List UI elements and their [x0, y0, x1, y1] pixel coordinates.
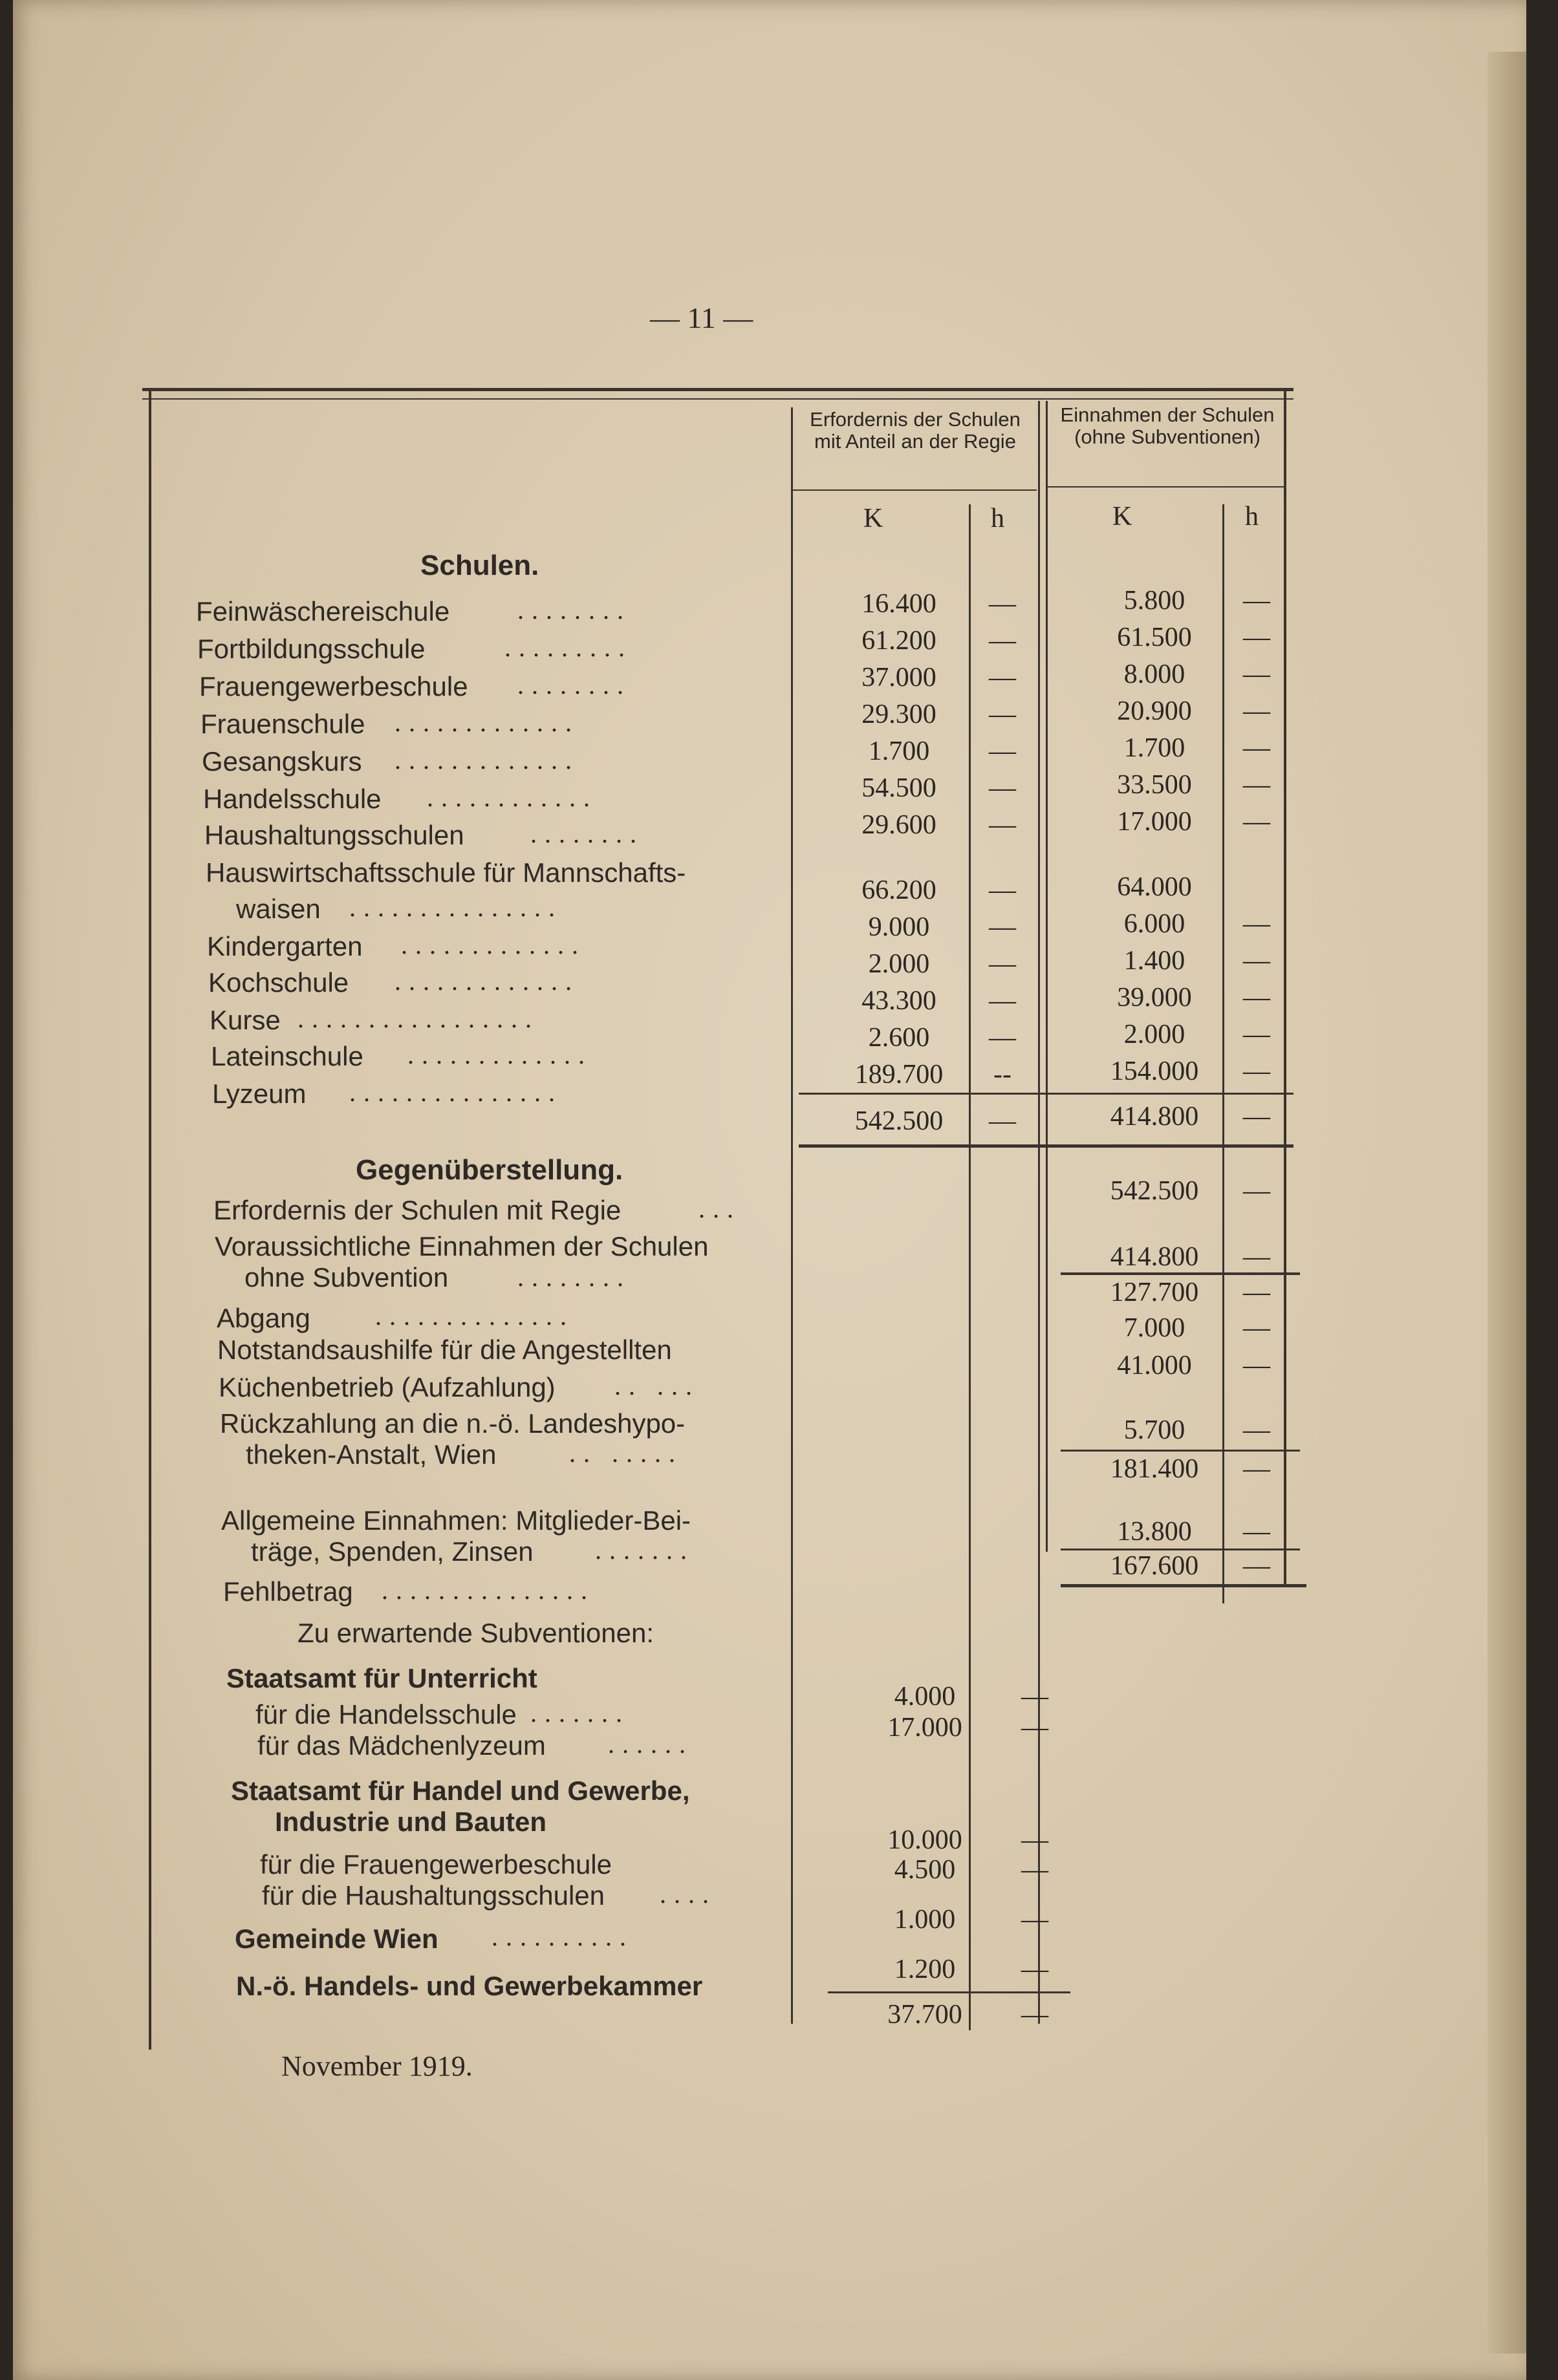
header-underline-1 — [791, 489, 1037, 491]
erford-k: 43.300 — [861, 986, 936, 1016]
gegen-rule-1 — [1061, 1272, 1300, 1275]
dot-leader: .............. — [375, 1302, 574, 1331]
gegen-val-rueck: 5.700 — [1123, 1415, 1185, 1445]
einn-k: 8.000 — [1123, 659, 1185, 689]
dot-leader: ............... — [382, 1576, 595, 1605]
dot-leader: ............. — [395, 967, 579, 996]
einn-h: — — [1243, 909, 1270, 939]
subv-val-kammer: 1.200 — [894, 1955, 956, 1984]
erford-h: — — [989, 589, 1016, 619]
gegen-notstand: Notstandsaushilfe für die Angestellten — [217, 1335, 672, 1365]
erford-h: — — [989, 986, 1016, 1016]
subv-title: Zu erwartende Subventionen: — [298, 1618, 655, 1648]
erford-k: 9.000 — [868, 912, 930, 942]
erford-k: 29.300 — [861, 700, 936, 729]
subv-dash: — — [1021, 1682, 1048, 1711]
einn-k: 39.000 — [1117, 983, 1192, 1013]
erford-h: — — [989, 949, 1016, 979]
erford-h: — — [989, 1023, 1016, 1053]
dot-leader: ....... — [530, 1699, 630, 1728]
einn-k: 61.500 — [1117, 623, 1192, 652]
dot-leader: ......... — [504, 633, 633, 662]
school-name: Haushaltungsschulen — [204, 820, 464, 850]
total-einn-h: — — [1243, 1102, 1270, 1131]
einn-h: — — [1243, 1020, 1270, 1049]
gegen-val-einn: 414.800 — [1110, 1242, 1199, 1272]
table-top-rule — [142, 388, 1293, 391]
subv-dash: — — [1021, 1713, 1048, 1742]
school-name: Frauengewerbeschule — [199, 671, 468, 702]
gegen-val-fehl: 167.600 — [1110, 1551, 1199, 1581]
gegen-erfordernis: Erfordernis der Schulen mit Regie — [213, 1195, 622, 1225]
school-name: Kochschule — [208, 967, 349, 998]
subv-staat-unterricht: Staatsamt für Unterricht — [226, 1663, 537, 1693]
header-underline-2 — [1046, 486, 1285, 488]
dot-leader: ............ — [427, 783, 598, 812]
dot-leader: .... — [660, 1880, 717, 1909]
gegen-val-kuechen: 41.000 — [1117, 1351, 1192, 1380]
erford-k: 29.600 — [861, 810, 936, 840]
total-erford-k: 542.500 — [854, 1106, 944, 1136]
subv-dash: — — [1021, 1855, 1048, 1885]
erford-k: 2.000 — [868, 949, 930, 979]
einn-h: — — [1243, 623, 1270, 652]
gegen-dash: — — [1243, 1176, 1270, 1206]
dot-leader: ... — [698, 1194, 741, 1223]
gegen-dash: — — [1243, 1313, 1270, 1343]
gegen-kuechen: Küchenbetrieb (Aufzahlung) — [219, 1372, 556, 1402]
erford-k: 61.200 — [861, 626, 936, 656]
table-top-rule-thin — [142, 398, 1293, 400]
section-title-schulen: Schulen. — [420, 550, 539, 581]
gegen-allg: Allgemeine Einnahmen: Mitglieder-Bei- — [221, 1505, 691, 1536]
subv-maedchen: für das Mädchenlyzeum — [257, 1730, 546, 1761]
document-page — [13, 0, 1526, 2380]
gegen-abgang: Abgang — [217, 1303, 310, 1333]
einn-k: 2.000 — [1123, 1020, 1185, 1049]
subv-gemeinde: Gemeinde Wien — [235, 1924, 438, 1954]
dot-leader: ............. — [401, 930, 586, 960]
footer-date: November 1919. — [281, 2050, 473, 2082]
subv-dash: — — [1021, 1825, 1048, 1855]
col1-h-rule — [969, 504, 971, 2030]
gegen-rueck: Rückzahlung an die n.-ö. Landeshypo- — [220, 1408, 686, 1439]
dot-leader: ................. — [298, 1004, 539, 1033]
gegen-dash: — — [1243, 1351, 1270, 1380]
gegen-rueck-cont: theken-Anstalt, Wien — [246, 1439, 497, 1470]
einn-k: 1.700 — [1123, 733, 1185, 763]
schulen-total-bottom — [799, 1144, 1293, 1148]
dot-leader: ............. — [407, 1040, 592, 1069]
erford-h: — — [989, 736, 1016, 766]
table-right-border — [1284, 391, 1286, 1587]
einn-h: — — [1243, 586, 1270, 616]
subv-val-total: 37.700 — [887, 2000, 962, 2030]
dot-leader: ........ — [517, 595, 631, 625]
dot-leader: ............... — [349, 893, 563, 922]
school-name: Kurse — [210, 1005, 281, 1035]
gegen-val-notstand: 7.000 — [1123, 1313, 1185, 1343]
einn-h: — — [1243, 946, 1270, 976]
einn-h: — — [1243, 1056, 1270, 1086]
school-name: Kindergarten — [207, 931, 363, 961]
school-name: Fortbildungsschule — [197, 634, 426, 664]
erford-k: 2.600 — [868, 1023, 930, 1053]
erford-h: — — [989, 773, 1016, 803]
einn-k: 64.000 — [1117, 872, 1192, 902]
gegen-val-allg: 13.800 — [1117, 1517, 1192, 1547]
einn-k: 1.400 — [1123, 946, 1185, 976]
einn-k: 154.000 — [1110, 1056, 1199, 1086]
col2-left-rule-b — [1046, 401, 1048, 1552]
gegen-val-abgang: 127.700 — [1110, 1278, 1199, 1307]
subv-val-haushalt: 4.500 — [894, 1855, 956, 1885]
dot-leader: .. ..... — [569, 1439, 683, 1468]
dot-leader: ........ — [517, 670, 631, 700]
einn-k: 20.900 — [1117, 696, 1192, 726]
col1-k-label: K — [863, 504, 883, 533]
erford-k: 37.000 — [861, 663, 936, 692]
erford-h: — — [989, 912, 1016, 942]
einn-k: 33.500 — [1117, 770, 1192, 800]
table-left-border — [149, 391, 151, 2050]
dot-leader: ............... — [349, 1078, 563, 1107]
school-name: Frauenschule — [200, 709, 365, 739]
dot-leader: ............. — [395, 708, 579, 737]
total-einn-k: 414.800 — [1110, 1102, 1199, 1131]
subv-staat-handel-cont: Industrie und Bauten — [275, 1806, 546, 1837]
subv-handelsschule: für die Handelsschule — [255, 1699, 517, 1730]
gegen-dash: — — [1243, 1278, 1270, 1307]
dot-leader: ........ — [517, 1263, 631, 1292]
school-name-cont: waisen — [236, 894, 321, 924]
erford-h: — — [989, 663, 1016, 692]
col1-left-rule — [791, 407, 793, 2024]
col2-k-label: K — [1112, 502, 1132, 531]
gegen-dash: — — [1243, 1242, 1270, 1272]
dot-leader: ............. — [395, 745, 579, 775]
erford-h: — — [989, 875, 1016, 905]
school-name: Feinwäschereischule — [196, 596, 450, 627]
gegen-fehlbetrag: Fehlbetrag — [223, 1576, 353, 1607]
einn-h: — — [1243, 983, 1270, 1013]
col2-h-label: h — [1245, 502, 1259, 531]
school-name: Hauswirtschaftsschule für Mannschafts- — [206, 857, 686, 888]
subv-kammer: N.-ö. Handels- und Gewerbekammer — [236, 1971, 703, 2001]
erford-k: 1.700 — [868, 736, 930, 766]
erford-h: -- — [993, 1060, 1012, 1089]
subv-frauengew: für die Frauengewerbeschule — [260, 1849, 612, 1880]
gegen-voraus-cont: ohne Subvention — [244, 1262, 449, 1292]
erford-h: — — [989, 810, 1016, 840]
erford-h: — — [989, 700, 1016, 729]
school-name: Handelsschule — [203, 784, 382, 814]
einn-k: 17.000 — [1117, 807, 1192, 837]
gegen-allg-cont: träge, Spenden, Zinsen — [251, 1536, 534, 1567]
gegen-dash: — — [1243, 1454, 1270, 1484]
einn-h: — — [1243, 696, 1270, 726]
gegen-rule-4 — [1061, 1584, 1306, 1587]
total-erford-h: — — [989, 1106, 1016, 1136]
subv-val-handels: 4.000 — [894, 1682, 956, 1711]
subv-val-maedchen: 17.000 — [887, 1713, 962, 1742]
subv-dash: — — [1021, 1955, 1048, 1984]
school-name: Lateinschule — [211, 1041, 363, 1071]
erford-k: 66.200 — [861, 875, 936, 905]
subv-dash: — — [1021, 1905, 1048, 1935]
gegen-val-sum: 181.400 — [1110, 1454, 1199, 1484]
section-title-gegen: Gegenüberstellung. — [356, 1154, 623, 1186]
subv-dash: — — [1021, 2000, 1048, 2030]
gegen-rule-2 — [1061, 1450, 1300, 1452]
erford-k: 189.700 — [854, 1060, 944, 1089]
erford-k: 16.400 — [861, 589, 936, 619]
page-number: — 11 — — [650, 301, 753, 334]
subv-staat-handel: Staatsamt für Handel und Gewerbe, — [231, 1775, 690, 1806]
erford-h: — — [989, 626, 1016, 656]
subv-val-gemeinde: 1.000 — [894, 1905, 956, 1935]
gegen-dash: — — [1243, 1517, 1270, 1547]
col2-left-rule — [1038, 401, 1040, 2024]
col2-header: Einnahmen der Schulen (ohne Subventionen) — [1060, 403, 1275, 448]
subv-total-rule — [828, 1991, 1070, 1993]
erford-k: 54.500 — [861, 773, 936, 803]
einn-h: — — [1243, 659, 1270, 689]
einn-k: 6.000 — [1123, 909, 1185, 939]
gegen-val-erford: 542.500 — [1110, 1176, 1199, 1206]
page-edge — [1488, 52, 1526, 2353]
dot-leader: .......... — [492, 1922, 634, 1951]
subv-haushalt: für die Haushaltungsschulen — [262, 1880, 605, 1911]
subv-val-frauen: 10.000 — [887, 1825, 962, 1855]
dot-leader: .. ... — [614, 1371, 700, 1400]
school-name: Gesangskurs — [202, 746, 362, 777]
dot-leader: ...... — [608, 1730, 693, 1759]
col1-header: Erfordernis der Schulen mit Anteil an der Regie — [810, 408, 1021, 453]
einn-k: 5.800 — [1123, 586, 1185, 616]
einn-h: — — [1243, 807, 1270, 837]
col1-h-label: h — [991, 504, 1004, 533]
gegen-dash: — — [1243, 1551, 1270, 1581]
schulen-total-rule — [799, 1093, 1293, 1095]
dot-leader: ....... — [595, 1536, 695, 1565]
school-name: Lyzeum — [212, 1078, 307, 1109]
einn-h: — — [1243, 733, 1270, 763]
dot-leader: ........ — [530, 819, 644, 848]
gegen-dash: — — [1243, 1415, 1270, 1445]
einn-h: — — [1243, 770, 1270, 800]
gegen-voraus: Voraussichtliche Einnahmen der Schulen — [215, 1231, 709, 1261]
